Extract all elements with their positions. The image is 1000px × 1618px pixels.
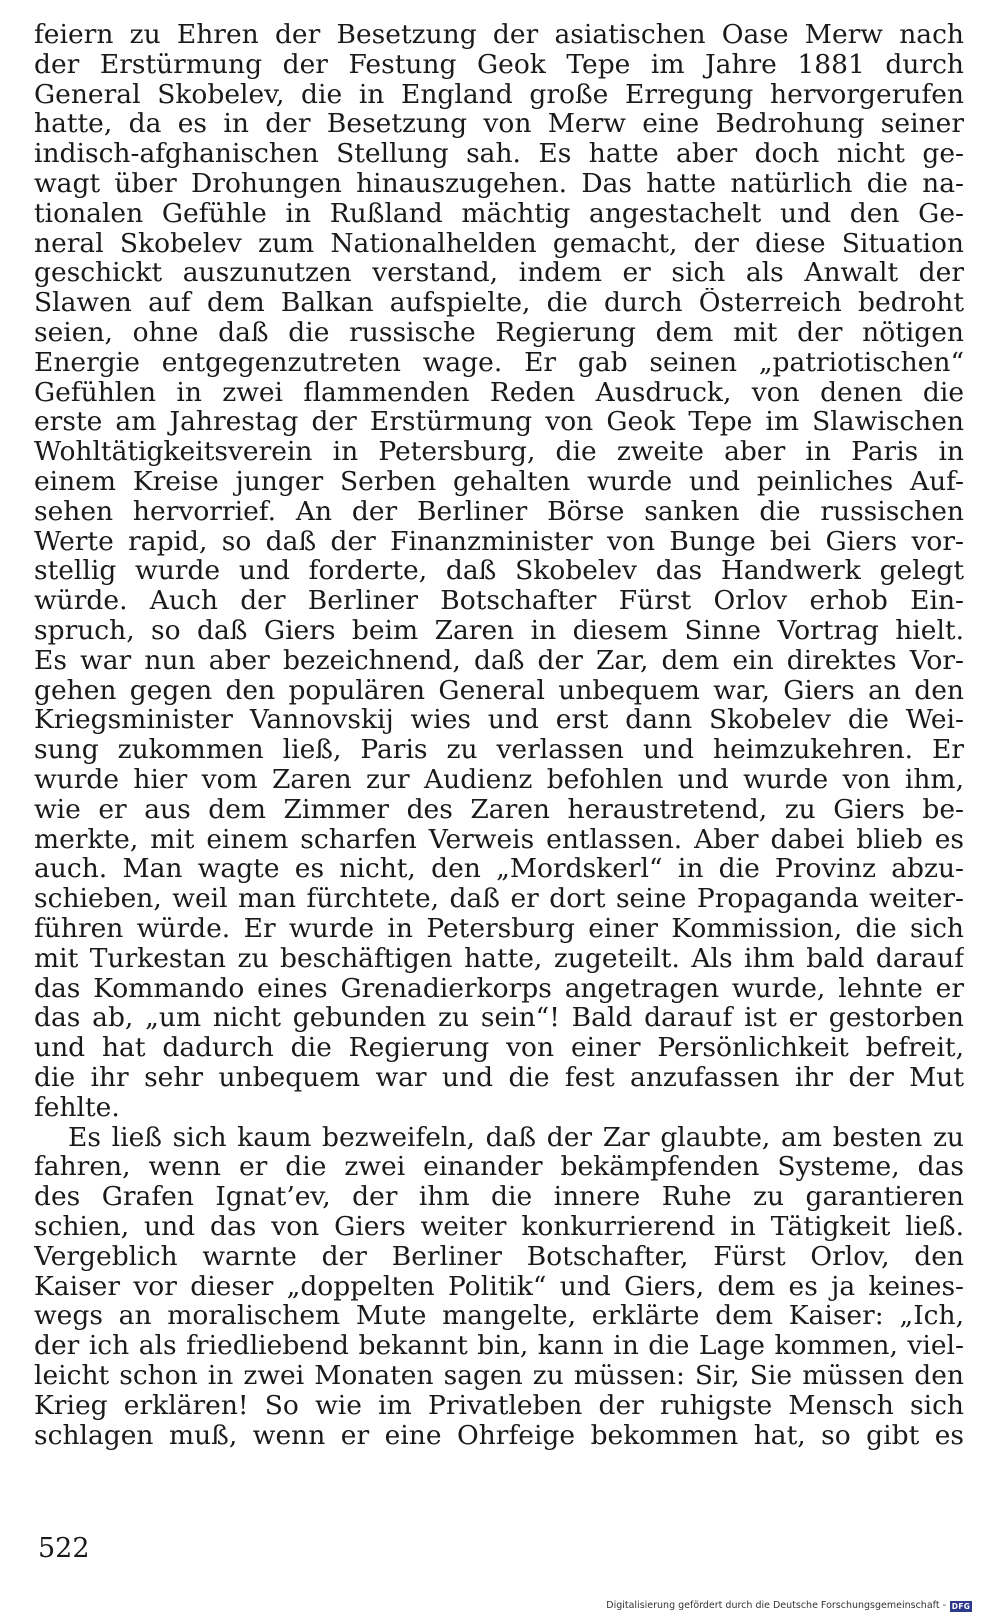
text-line: seien, ohne daß die russische Regierung dem mit der nötigen xyxy=(34,318,964,348)
text-line: fehlte. xyxy=(34,1092,120,1123)
text-line: neral Skobelev zum Nationalhelden gemacht, der diese Situation xyxy=(34,228,964,259)
text-line: das ab, „um nicht gebunden zu sein“! Bald darauf ist er gestorben xyxy=(34,1003,964,1034)
text-line: stellig wurde und forderte, daß Skobelev das Handwerk gelegt xyxy=(34,556,964,587)
text-line: der Erstürmung der Festung Geok Tepe im Jahre 1881 durch xyxy=(34,49,964,80)
text-line: Es war nun aber bezeichnend, daß der Zar, dem ein direktes Vor- xyxy=(34,645,964,676)
text-line: würde. Auch der Berliner Botschafter Fürst Orlov erhob Ein- xyxy=(34,586,964,617)
text-line: sehen hervorrief. An der Berliner Börse sanken die russischen xyxy=(34,496,964,527)
text-line: Es ließ sich kaum bezweifeln, daß der Zar glaubte, am besten zu xyxy=(68,1122,964,1153)
text-line: auch. Man wagte es nicht, den „Mordskerl“ in die Provinz abzu- xyxy=(34,854,964,885)
text-line: geschickt auszunutzen verstand, indem er sich als Anwalt der xyxy=(34,258,964,289)
text-line: schlagen muß, wenn er eine Ohrfeige bekommen hat, so gibt es xyxy=(34,1420,964,1451)
text-line: spruch, so daß Giers beim Zaren in diesem Sinne Vortrag hielt. xyxy=(34,616,964,646)
text-line: General Skobelev, die in England große Erregung hervorgerufen xyxy=(34,79,964,110)
text-line: hatte, da es in der Besetzung von Merw eine Bedrohung seiner xyxy=(34,109,964,140)
text-line: Krieg erklären! So wie im Privatleben der ruhigste Mensch sich xyxy=(34,1390,964,1421)
text-line: Energie entgegenzutreten wage. Er gab seinen „patriotischen“ xyxy=(34,347,964,378)
text-line: Wohltätigkeitsverein in Petersburg, die zweite aber in Paris in xyxy=(34,437,964,468)
text-line: Kaiser vor dieser „doppelten Politik“ und Giers, dem es ja keines- xyxy=(34,1271,964,1302)
text-line: wie er aus dem Zimmer des Zaren heraustretend, zu Giers be- xyxy=(34,794,964,825)
text-line: schieben, weil man fürchtete, daß er dort seine Propaganda weiter- xyxy=(34,884,964,915)
text-line: das Kommando eines Grenadierkorps angetragen wurde, lehnte er xyxy=(34,973,964,1004)
text-line: erste am Jahrestag der Erstürmung von Geok Tepe im Slawischen xyxy=(34,407,964,438)
text-line: sung zukommen ließ, Paris zu verlassen und heimzukehren. Er xyxy=(34,735,964,766)
text-line: indisch-afghanischen Stellung sah. Es hatte aber doch nicht ge- xyxy=(34,139,964,170)
text-line: Slawen auf dem Balkan aufspielte, die durch Österreich bedroht xyxy=(34,288,964,319)
text-line: Kriegsminister Vannovskij wies und erst dann Skobelev die Wei- xyxy=(34,705,964,736)
text-line: mit Turkestan zu beschäftigen hatte, zugeteilt. Als ihm bald darauf xyxy=(34,943,964,974)
text-line: Werte rapid, so daß der Finanzminister von Bunge bei Giers vor- xyxy=(34,526,964,557)
text-line: Vergeblich warnte der Berliner Botschafter, Fürst Orlov, den xyxy=(34,1241,964,1272)
text-line: die ihr sehr unbequem war und die fest anzufassen ihr der Mut xyxy=(34,1063,964,1093)
text-line: des Grafen Ignat’ev, der ihm die innere Ruhe zu garantieren xyxy=(34,1182,964,1213)
text-line: fahren, wenn er die zwei einander bekämpfenden Systeme, das xyxy=(34,1152,964,1183)
digitization-footer xyxy=(606,1598,972,1614)
text-line: wegs an moralischem Mute mangelte, erklärte dem Kaiser: „Ich, xyxy=(34,1301,964,1332)
text-line: Gefühlen in zwei flammenden Reden Ausdruck, von denen die xyxy=(34,377,964,408)
text-line: und hat dadurch die Regierung von einer Persönlichkeit befreit, xyxy=(34,1033,964,1064)
text-line: führen würde. Er wurde in Petersburg einer Kommission, die sich xyxy=(34,914,964,944)
text-line: feiern zu Ehren der Besetzung der asiatischen Oase Merw nach xyxy=(34,20,964,50)
text-line: einem Kreise junger Serben gehalten wurde und peinliches Auf- xyxy=(34,467,964,497)
document-page xyxy=(34,20,964,1580)
funding-credit: Digitalisierung gefördert durch die Deutsche Forschungsgemeinschaft - xyxy=(606,1600,946,1611)
text-line: leicht schon in zwei Monaten sagen zu müssen: Sir, Sie müssen den xyxy=(34,1361,964,1391)
text-line: wurde hier vom Zaren zur Audienz befohlen und wurde von ihm, xyxy=(34,765,964,795)
text-line: gehen gegen den populären General unbequem war, Giers an den xyxy=(34,675,964,706)
text-line: der ich als friedliebend bekannt bin, kann in die Lage kommen, viel- xyxy=(34,1331,964,1362)
text-line: wagt über Drohungen hinauszugehen. Das hatte natürlich die na- xyxy=(34,169,964,199)
text-line: schien, und das von Giers weiter konkurrierend in Tätigkeit ließ. xyxy=(34,1212,964,1242)
page-number: 522 xyxy=(38,1533,90,1564)
text-line: merkte, mit einem scharfen Verweis entlassen. Aber dabei blieb es xyxy=(34,824,964,855)
text-line: tionalen Gefühle in Rußland mächtig angestachelt und den Ge- xyxy=(34,198,964,229)
dfg-logo: DFG xyxy=(951,1601,971,1611)
